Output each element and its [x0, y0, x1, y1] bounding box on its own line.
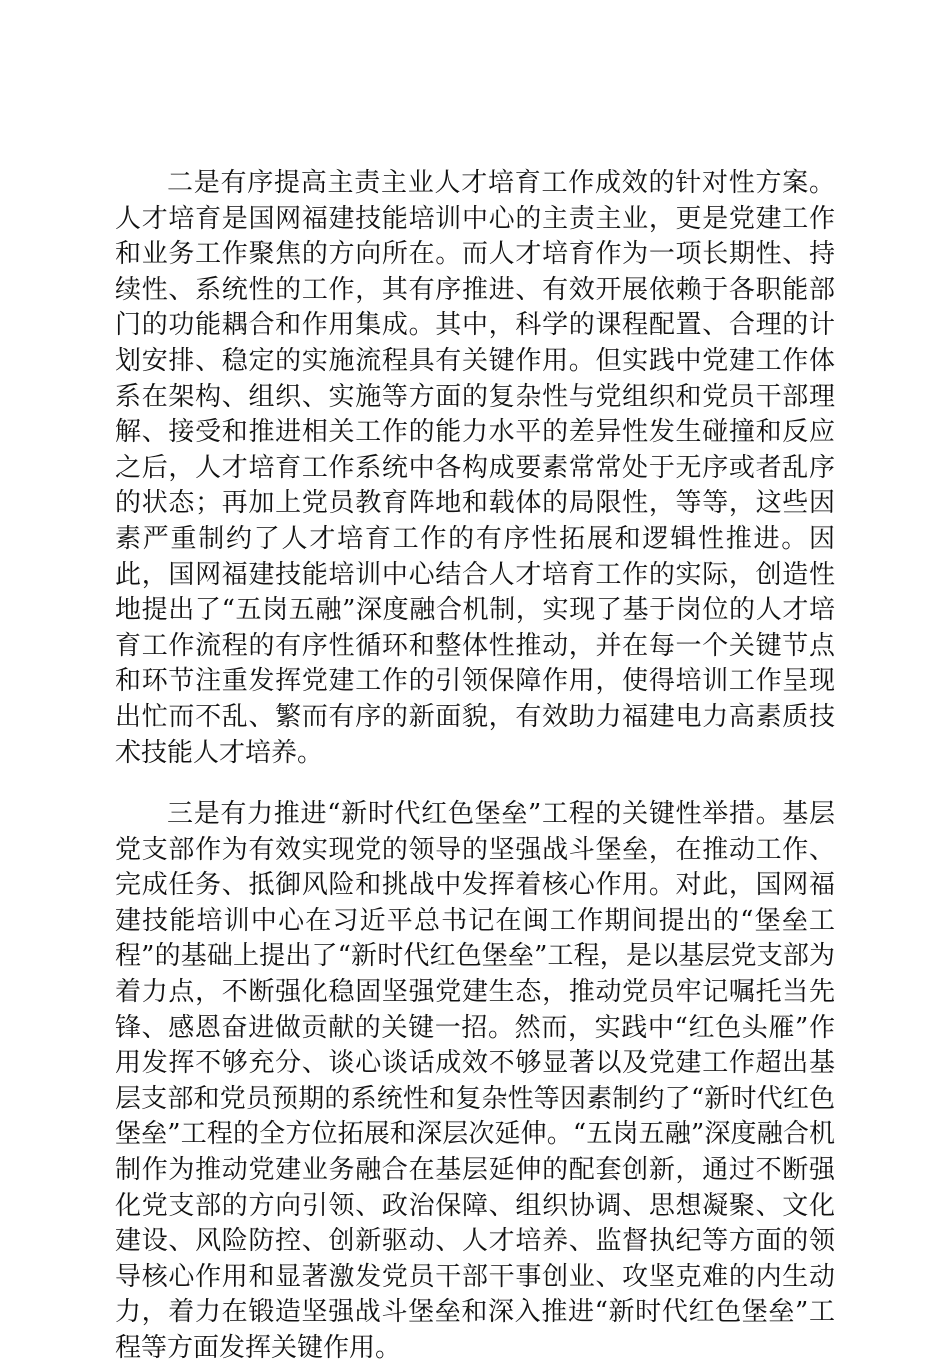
paragraph-talent-cultivation: 二是有序提高主责主业人才培育工作成效的针对性方案。人才培育是国网福建技能培训中心的主责主业，更是党建工作和业务工作聚焦的方向所在。而人才培育作为一项长期性、持续性、系统性的工作，其有序推进、有效开展依赖于各职能部门的功能耦合和作用集成。其中，科学的课程配置、合理的计划安排、稳定的实施流程具有关键作用。但实践中党建工作体系在架构、组织、实施等方面的复杂性与党组织和党员干部理解、接受和推进相关工作的能力水平的差异性发生碰撞和反应之后，人才培育工作系统中各构成要素常常处于无序或者乱序的状态；再加上党员教育阵地和载体的局限性，等等，这些因素严重制约了人才培育工作的有序性拓展和逻辑性推进。因此，国网福建技能培训中心结合人才培育工作的实际，创造性地提出了“五岗五融”深度融合机制，实现了基于岗位的人才培育工作流程的有序性循环和整体性推动，并在每一个关键节点和环节注重发挥党建工作的引领保障作用，使得培训工作呈现出忙而不乱、繁而有序的新面貌，有效助力福建电力高素质技术技能人才培养。	[115, 168, 835, 768]
paragraph-red-fortress: 三是有力推进“新时代红色堡垒”工程的关键性举措。基层党支部作为有效实现党的领导的坚强战斗堡垒，在推动工作、完成任务、抵御风险和挑战中发挥着核心作用。对此，国网福建技能培训中心在习近平总书记在闽工作期间提出的“堡垒工程”的基础上提出了“新时代红色堡垒”工程，是以基层党支部为着力点，不断强化稳固坚强党建生态，推动党员牢记嘱托当先锋、感恩奋进做贡献的关键一招。然而，实践中“红色头雁”作用发挥不够充分、谈心谈话成效不够显著以及党建工作超出基层支部和党员预期的系统性和复杂性等因素制约了“新时代红色堡垒”工程的全方位拓展和深层次延伸。“五岗五融”深度融合机制作为推动党建业务融合在基层延伸的配套创新，通过不断强化党支部的方向引领、政治保障、组织协调、思想凝聚、文化建设、风险防控、创新驱动、人才培养、监督执纪等方面的领导核心作用和显著激发党员干部干事创业、攻坚克难的内生动力，着力在锻造坚强战斗堡垒和深入推进“新时代红色堡垒”工程等方面发挥关键作用。	[115, 799, 835, 1363]
document-body	[115, 166, 835, 1367]
